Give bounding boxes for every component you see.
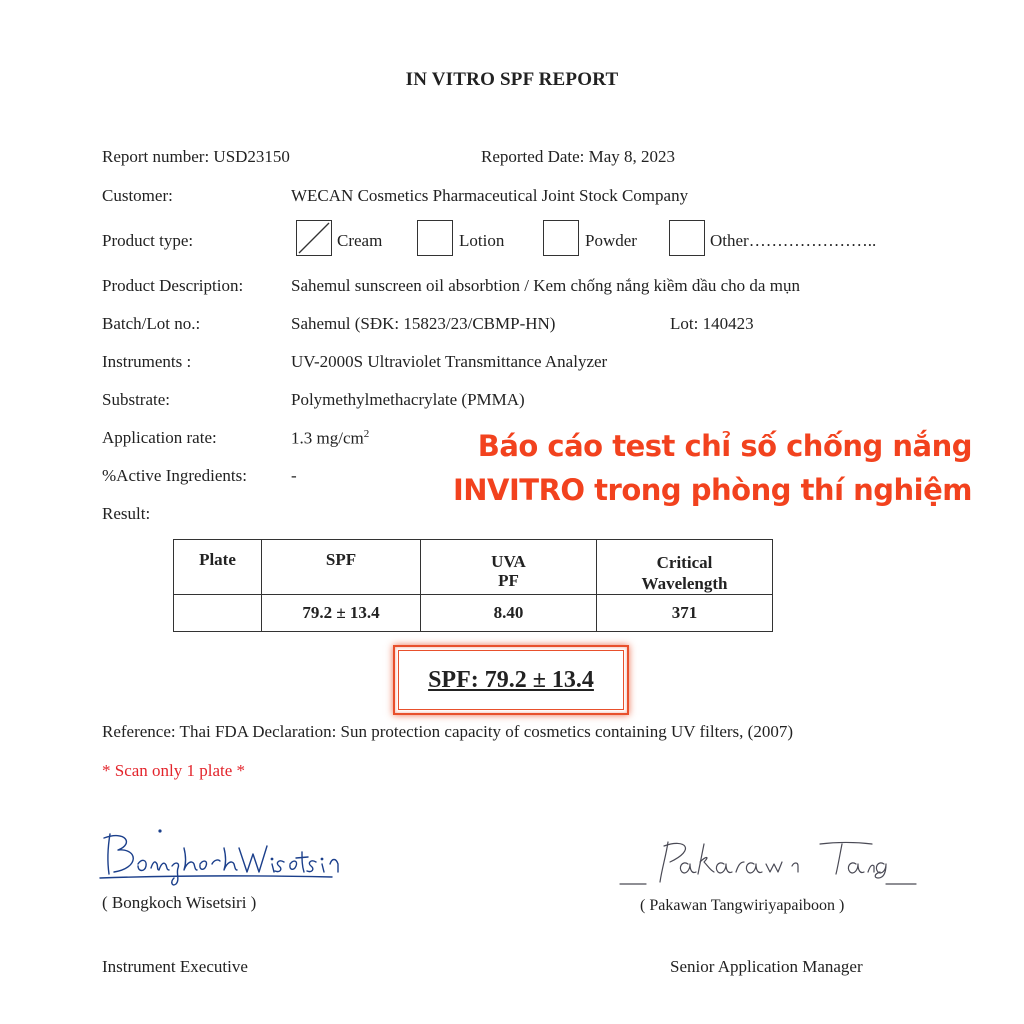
lot-value: Lot: 140423 [670, 314, 754, 333]
checkbox-powder [543, 220, 579, 256]
spf-summary: SPF: 79.2 ± 13.4 [428, 667, 594, 693]
uva-pf-line-1: UVA [491, 552, 526, 571]
promo-overlay-text [452, 424, 972, 512]
cell-uva-pf: 8.40 [421, 595, 597, 632]
cell-plate [174, 595, 262, 632]
report-number: Report number: USD23150 [102, 147, 290, 166]
results-table [173, 539, 773, 632]
active-ingredients-label: %Active Ingredients: [102, 466, 247, 485]
overlay-line-1: Báo cáo test chỉ số chống nắng [477, 429, 972, 463]
customer-value: WECAN Cosmetics Pharmaceutical Joint Stock Company [291, 186, 689, 205]
product-type-powder-label: Powder [585, 231, 637, 250]
scan-note: * Scan only 1 plate * [102, 761, 246, 780]
substrate-label: Substrate: [102, 390, 170, 409]
signatory-name-right: ( Pakawan Tangwiriyapaiboon ) [640, 897, 845, 914]
overlay-line-2: INVITRO trong phòng thí nghiệm [453, 473, 972, 507]
reference: Reference: Thai FDA Declaration: Sun protection capacity of cosmetics containing UV filters, (2007) [102, 722, 793, 741]
result-label: Result: [102, 504, 151, 523]
checkbox-cream [296, 220, 332, 256]
checkbox-lotion [417, 220, 453, 256]
application-unit-exponent: 2 [363, 428, 370, 440]
instruments-label: Instruments : [102, 352, 192, 371]
application-value [291, 428, 369, 449]
reported-date: Reported Date: May 8, 2023 [481, 147, 676, 166]
table-header-plate: Plate [174, 540, 262, 595]
spf-summary-box [393, 645, 629, 715]
table-row [174, 595, 773, 632]
signature-pakawan [616, 834, 918, 892]
application-rate: 1.3 mg/cm [291, 428, 364, 448]
description-label: Product Description: [102, 276, 244, 295]
cell-critical-wavelength: 371 [597, 595, 773, 632]
application-label: Application rate: [102, 428, 217, 447]
check-slash-icon [297, 221, 331, 255]
table-header-spf: SPF [262, 540, 421, 595]
product-type-cream-label: Cream [337, 231, 383, 250]
checkbox-other [669, 220, 705, 256]
uva-pf-line-2: PF [498, 571, 519, 590]
substrate-value: Polymethylmethacrylate (PMMA) [291, 390, 525, 409]
critical-wavelength-line-2: Wavelength [641, 574, 728, 593]
product-type-lotion-label: Lotion [459, 231, 505, 250]
table-header-critical-wavelength [597, 540, 773, 595]
instruments-value: UV-2000S Ultraviolet Transmittance Analyzer [291, 352, 608, 371]
table-header-uva-pf [421, 540, 597, 595]
cell-spf: 79.2 ± 13.4 [262, 595, 421, 632]
product-type-label: Product type: [102, 231, 194, 250]
signature-bongkoch [96, 826, 346, 892]
critical-wavelength-line-1: Critical [656, 553, 713, 572]
report-title: IN VITRO SPF REPORT [405, 69, 619, 90]
batch-value: Sahemul (SĐK: 15823/23/CBMP-HN) [291, 314, 556, 333]
customer-label: Customer: [102, 186, 173, 205]
signatory-name-left: ( Bongkoch Wisetsiri ) [102, 893, 257, 912]
batch-label: Batch/Lot no.: [102, 314, 201, 333]
description-value: Sahemul sunscreen oil absorbtion / Kem chống nắng kiềm dầu cho da mụn [291, 276, 800, 295]
product-type-other-label: Other………………….. [710, 231, 877, 250]
signatory-role-left: Instrument Executive [102, 957, 248, 976]
active-ingredients-value: - [291, 466, 297, 485]
signatory-role-right: Senior Application Manager [670, 957, 863, 976]
